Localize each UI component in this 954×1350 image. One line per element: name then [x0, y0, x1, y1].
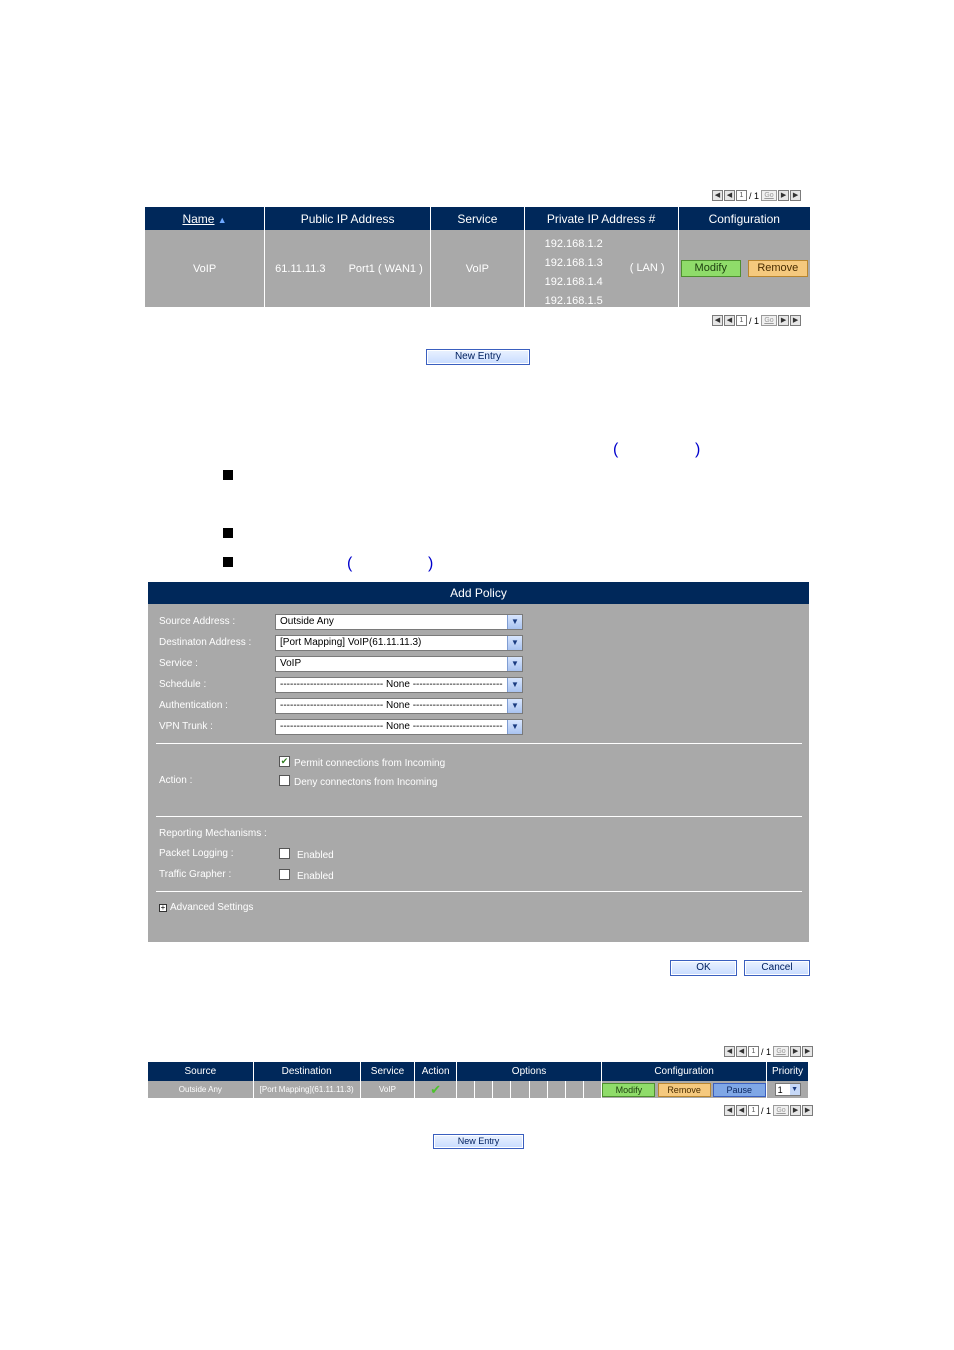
panel-title: Add Policy: [148, 582, 809, 604]
new-entry-button[interactable]: New Entry: [433, 1134, 524, 1149]
row-destination: [Port Mapping](61.11.11.3): [253, 1081, 360, 1098]
check-icon: ✔: [430, 1082, 442, 1097]
header-name[interactable]: Name ▲: [145, 207, 265, 230]
divider: [156, 743, 802, 744]
go-button[interactable]: Go: [761, 315, 777, 326]
prev-page-icon[interactable]: ◀: [724, 315, 735, 326]
ok-button[interactable]: OK: [670, 960, 737, 976]
last-page-icon[interactable]: ▶: [790, 315, 801, 326]
chevron-down-icon: ▼: [507, 657, 522, 671]
remove-button[interactable]: Remove: [748, 260, 808, 277]
table-row: [148, 1081, 809, 1098]
prev-page-icon[interactable]: ◀: [736, 1105, 747, 1116]
service-label: Service :: [159, 658, 198, 669]
header-options: Options: [457, 1062, 602, 1081]
row-priority: [767, 1081, 809, 1098]
open-paren: (: [613, 441, 619, 458]
next-page-icon[interactable]: ▶: [778, 190, 789, 201]
packet-logging-enabled: Enabled: [297, 850, 334, 861]
next-page-icon[interactable]: ▶: [778, 315, 789, 326]
page-input[interactable]: 1: [736, 315, 747, 326]
policy-table: [148, 1062, 809, 1098]
first-page-icon[interactable]: ◀: [712, 190, 723, 201]
header-configuration: Configuration: [602, 1062, 767, 1081]
destination-address-label: Destinaton Address :: [159, 637, 252, 648]
prev-page-icon[interactable]: ◀: [736, 1046, 747, 1057]
first-page-icon[interactable]: ◀: [724, 1046, 735, 1057]
last-page-icon[interactable]: ▶: [802, 1105, 813, 1116]
chevron-down-icon: ▼: [507, 678, 522, 692]
sort-up-icon: ▲: [217, 214, 227, 225]
permit-checkbox[interactable]: ✔: [280, 756, 289, 766]
deny-checkbox[interactable]: [279, 775, 290, 786]
go-button[interactable]: Go: [773, 1105, 789, 1116]
header-destination: Destination: [253, 1062, 360, 1081]
deny-label: Deny connectons from Incoming: [294, 777, 438, 788]
header-service: Service: [431, 207, 524, 230]
page-total: / 1: [761, 1046, 772, 1057]
page-input[interactable]: 1: [748, 1046, 759, 1057]
open-paren: (: [347, 555, 353, 572]
row-configuration: [602, 1081, 767, 1098]
advanced-settings-link[interactable]: Advanced Settings: [170, 902, 254, 913]
cancel-button[interactable]: Cancel: [744, 960, 810, 976]
chevron-down-icon: ▼: [507, 615, 522, 629]
row-options: [457, 1081, 602, 1098]
destination-address-select[interactable]: [Port Mapping] VoIP(61.11.11.3) ▼: [275, 635, 523, 651]
divider: [156, 891, 802, 892]
traffic-grapher-checkbox[interactable]: [279, 869, 290, 880]
remove-button[interactable]: Remove: [658, 1083, 711, 1097]
header-source: Source: [148, 1062, 253, 1081]
authentication-label: Authentication :: [159, 700, 228, 711]
source-address-label: Source Address :: [159, 616, 236, 627]
schedule-label: Schedule :: [159, 679, 207, 690]
next-page-icon[interactable]: ▶: [790, 1105, 801, 1116]
bullet-icon: [223, 470, 233, 480]
next-page-icon[interactable]: ▶: [790, 1046, 801, 1057]
bullet-icon: [223, 557, 233, 567]
action-label: Action :: [159, 775, 193, 786]
table-row: [145, 230, 810, 307]
chevron-down-icon: ▼: [507, 636, 522, 650]
prev-page-icon[interactable]: ◀: [724, 190, 735, 201]
source-address-select[interactable]: Outside Any ▼: [275, 614, 523, 630]
priority-select[interactable]: 1 ▼: [775, 1083, 801, 1096]
policy-bottom-pager: [724, 1104, 813, 1117]
chevron-down-icon: ▼: [791, 1086, 799, 1093]
page-total: / 1: [749, 315, 760, 326]
vpn-trunk-label: VPN Trunk :: [159, 721, 213, 732]
authentication-select[interactable]: ------------------------------- None --------------------------- ▼: [275, 698, 523, 714]
first-page-icon[interactable]: ◀: [712, 315, 723, 326]
add-policy-panel: [148, 582, 809, 942]
go-button[interactable]: Go: [773, 1046, 789, 1057]
traffic-grapher-enabled: Enabled: [297, 871, 334, 882]
go-button[interactable]: Go: [761, 190, 777, 201]
reporting-label: Reporting Mechanisms :: [159, 828, 267, 839]
bottom-pager: [712, 314, 801, 327]
packet-logging-label: Packet Logging :: [159, 848, 234, 859]
packet-logging-checkbox[interactable]: [279, 848, 290, 859]
service-select[interactable]: VoIP ▼: [275, 656, 523, 672]
vpn-trunk-select[interactable]: ------------------------------- None --------------------------- ▼: [275, 719, 523, 735]
permit-label: Permit connections from Incoming: [294, 758, 446, 769]
page-total: / 1: [761, 1105, 772, 1116]
row-source: Outside Any: [148, 1081, 253, 1098]
divider: [156, 816, 802, 817]
schedule-select[interactable]: ------------------------------- None --------------------------- ▼: [275, 677, 523, 693]
pause-button[interactable]: Pause: [713, 1083, 766, 1097]
header-action: Action: [415, 1062, 457, 1081]
row-public-ip: 61.11.11.3 Port1 ( WAN1 ): [265, 230, 431, 307]
last-page-icon[interactable]: ▶: [802, 1046, 813, 1057]
top-pager: [712, 189, 801, 202]
row-service: VoIP: [431, 230, 524, 307]
bullet-icon: [223, 528, 233, 538]
close-paren: ): [695, 441, 701, 458]
page-input[interactable]: 1: [736, 190, 747, 201]
header-service: Service: [360, 1062, 415, 1081]
last-page-icon[interactable]: ▶: [790, 190, 801, 201]
chevron-down-icon: ▼: [507, 699, 522, 713]
new-entry-button[interactable]: New Entry: [426, 349, 530, 365]
close-paren: ): [428, 555, 434, 572]
traffic-grapher-label: Traffic Grapher :: [159, 869, 232, 880]
page-input[interactable]: 1: [748, 1105, 759, 1116]
first-page-icon[interactable]: ◀: [724, 1105, 735, 1116]
expand-plus-icon[interactable]: +: [160, 903, 166, 912]
header-configuration: Configuration: [678, 207, 810, 230]
row-configuration: [678, 230, 810, 307]
chevron-down-icon: ▼: [507, 720, 522, 734]
row-private-ips: 192.168.1.2 192.168.1.3 192.168.1.4 192.168.1.5 ( LAN ): [524, 230, 678, 307]
header-public-ip: Public IP Address: [265, 207, 431, 230]
modify-button[interactable]: Modify: [602, 1083, 655, 1097]
row-name: VoIP: [145, 230, 265, 307]
modify-button[interactable]: Modify: [681, 260, 741, 277]
header-private-ip: Private IP Address #: [524, 207, 678, 230]
header-priority: Priority: [767, 1062, 809, 1081]
policy-top-pager: [724, 1045, 813, 1058]
row-service: VoIP: [360, 1081, 415, 1098]
page-total: / 1: [749, 190, 760, 201]
port-mapping-table: [145, 207, 810, 307]
row-action: [415, 1081, 457, 1098]
